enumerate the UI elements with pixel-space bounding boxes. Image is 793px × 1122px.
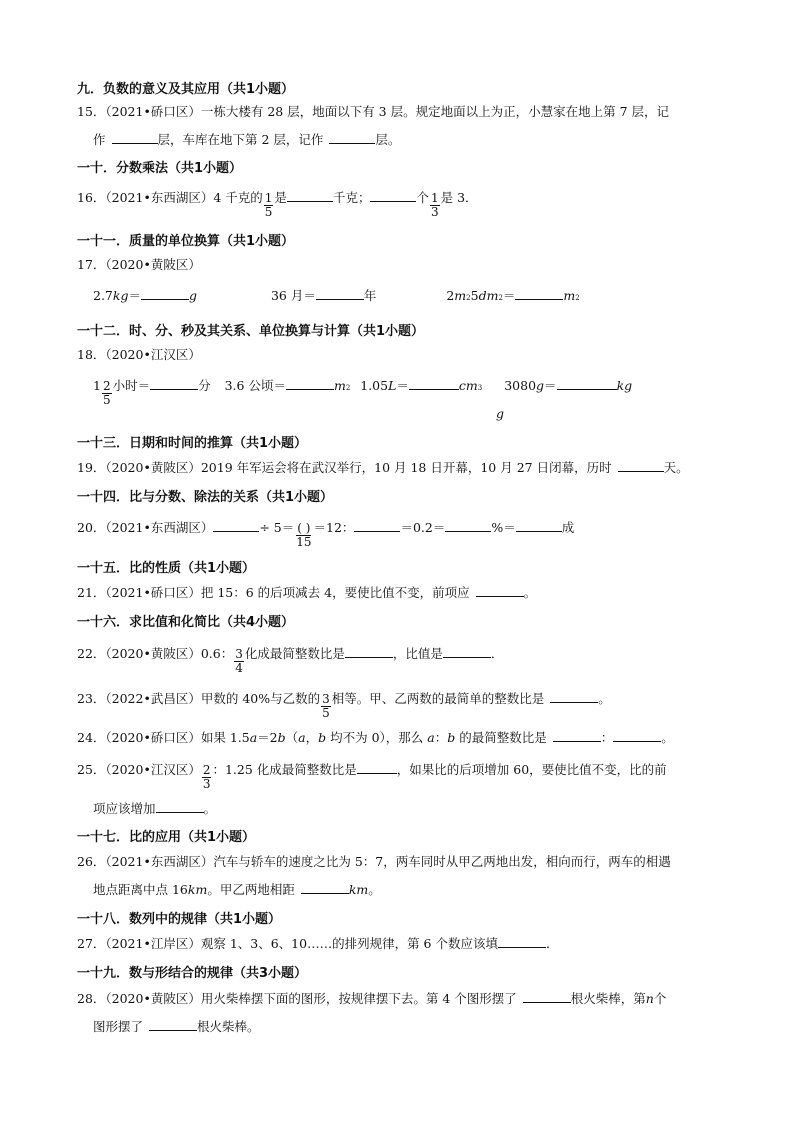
section-13-heading: 一十三．日期和时间的推算（共1小题） (77, 436, 308, 451)
question-26-line-2: 地点距离中点 16km。甲乙两地相距 km。 (93, 882, 381, 897)
section-15-heading: 一十五．比的性质（共1小题） (77, 561, 256, 576)
answer-blank[interactable] (150, 376, 198, 390)
question-23: 23．（2022•武昌区）甲数的 40%与乙数的 $\frac{3}{5}$ 相等。甲、乙两数的最简单的整数比是 。 (77, 691, 611, 720)
question-28-line-1: 28．（2020•黄陂区）用火柴棒摆下面的图形，按规律摆下去。第 4 个图形摆了 根火柴棒，第n个 (77, 991, 667, 1006)
section-9-heading: 九．负数的意义及其应用（共1小题） (77, 82, 295, 97)
question-25-line-2: 项应该增加 。 (93, 801, 217, 816)
answer-blank[interactable] (156, 799, 204, 813)
question-18-unit-g: g (496, 406, 505, 421)
section-17-heading: 一十七．比的应用（共1小题） (77, 830, 256, 845)
fraction: $\frac{2}{5}$ (102, 379, 111, 407)
question-20: 20．（2021•东西湖区） ÷ 5＝ $\frac{( )}{15}$ ＝12： ＝0.2＝ %＝ 成 (77, 520, 575, 549)
question-28-line-2: 图形摆了 根火柴棒。 (93, 1019, 260, 1034)
question-18-items: 1 $\frac{2}{5}$ 小时＝ 分 3.6 公顷＝ m2 1.05L＝ cm3 3080g＝ kg (93, 378, 633, 407)
answer-blank[interactable] (476, 583, 524, 597)
answer-blank[interactable] (287, 188, 333, 202)
fraction: $\frac{2}{3}$ (202, 763, 211, 791)
answer-blank[interactable] (557, 376, 617, 390)
fraction: $\frac{3}{4}$ (235, 647, 243, 675)
section-12-heading: 一十二．时、分、秒及其关系、单位换算与计算（共1小题） (77, 324, 425, 339)
fraction: $\frac{1}{3}$ (430, 191, 439, 219)
question-16: 16．（2021•东西湖区）4 千克的 $\frac{1}{5}$ 是 千克； 个 $\frac{1}{3}$ 是 3． (77, 190, 478, 219)
answer-blank[interactable] (213, 518, 259, 532)
answer-blank[interactable] (550, 689, 598, 703)
answer-blank[interactable] (515, 286, 563, 300)
question-15-line-2: 作 层，车库在地下第 2 层，记作 层。 (93, 132, 401, 147)
answer-blank[interactable] (443, 644, 491, 658)
section-16-heading: 一十六．求比值和化简比（共4小题） (77, 615, 295, 630)
question-17-head: 17．（2020•黄陂区） (77, 257, 201, 272)
question-22: 22．（2020•黄陂区）0.6： $\frac{3}{4}$ 化成最简整数比是 ，比值是 ． (77, 646, 504, 675)
question-27: 27．（2021•江岸区）观察 1、3、6、10……的排列规律，第 6 个数应该填 ． (77, 936, 559, 951)
question-24: 24．（2020•硚口区）如果 1.5a＝2b（a，b 均不为 0），那么 a：b 的最简整数比是 ： 。 (77, 730, 674, 745)
section-19-heading: 一十九．数与形结合的规律（共3小题） (77, 966, 308, 981)
question-26-line-1: 26．（2021•东西湖区）汽车与轿车的速度之比为 5：7，两车同时从甲乙两地出发，相向而行，两车的相遇 (77, 854, 671, 869)
answer-blank[interactable] (613, 728, 661, 742)
section-14-heading: 一十四．比与分数、除法的关系（共1小题） (77, 490, 334, 505)
fraction: $\frac{1}{5}$ (264, 191, 273, 219)
answer-blank[interactable] (357, 760, 397, 774)
answer-blank[interactable] (301, 880, 349, 894)
answer-blank[interactable] (445, 518, 491, 532)
answer-blank[interactable] (112, 130, 158, 144)
question-21: 21．（2021•硚口区）把 15：6 的后项减去 4，要使比值不变，前项应 。 (77, 585, 537, 600)
answer-blank[interactable] (149, 1017, 197, 1031)
fraction: $\frac{3}{5}$ (322, 692, 330, 720)
question-19: 19．（2020•黄陂区）2019 年军运会将在武汉举行，10 月 18 日开幕，10 月 27 日闭幕，历时 天。 (77, 460, 689, 475)
section-11-heading: 一十一．质量的单位换算（共1小题） (77, 234, 295, 249)
answer-blank[interactable] (618, 458, 664, 472)
answer-blank[interactable] (523, 989, 571, 1003)
fraction: $\frac{( )}{15}$ (296, 521, 312, 549)
section-10-heading: 一十．分数乘法（共1小题） (77, 161, 243, 176)
answer-blank[interactable] (354, 518, 400, 532)
answer-blank[interactable] (316, 286, 364, 300)
question-25-line-1: 25．（2020•江汉区） $\frac{2}{3}$ ：1.25 化成最简整数比是 ，如果比的后项增加 60，要使比值不变，比的前 (77, 762, 667, 791)
answer-blank[interactable] (345, 644, 393, 658)
answer-blank[interactable] (286, 376, 334, 390)
answer-blank[interactable] (498, 934, 546, 948)
answer-blank[interactable] (141, 286, 189, 300)
question-17-items: 2.7kg＝ g 36 月＝ 年 2m25dm2＝ m2 (93, 288, 580, 303)
answer-blank[interactable] (553, 728, 601, 742)
answer-blank[interactable] (370, 188, 416, 202)
answer-blank[interactable] (329, 130, 375, 144)
question-18-head: 18．（2020•江汉区） (77, 347, 201, 362)
section-18-heading: 一十八．数列中的规律（共1小题） (77, 912, 282, 927)
answer-blank[interactable] (409, 376, 459, 390)
answer-blank[interactable] (516, 518, 562, 532)
question-15-line-1: 15．（2021•硚口区）一栋大楼有 28 层，地面以下有 3 层。规定地面以上为正，小慧家在地上第 7 层，记 (77, 104, 669, 119)
